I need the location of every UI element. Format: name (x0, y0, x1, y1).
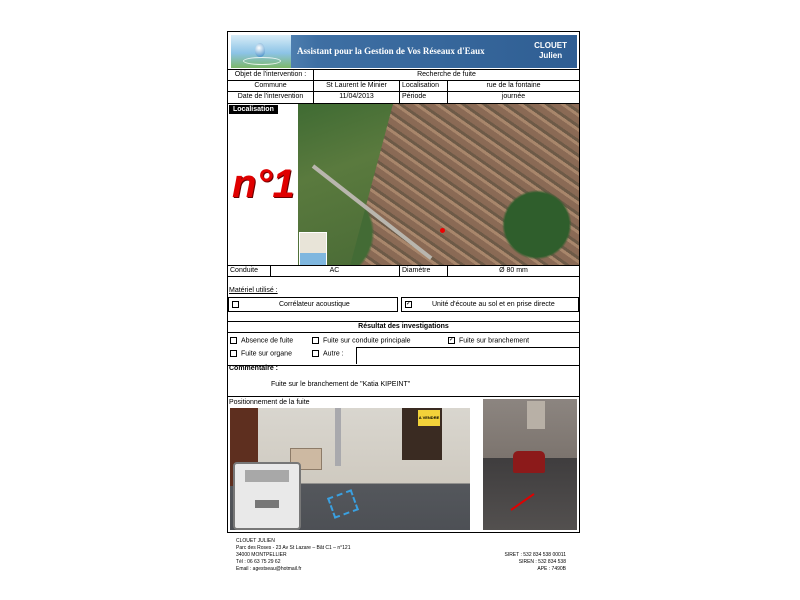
checkbox-fuite-conduite[interactable] (312, 337, 319, 344)
photo-sale-sign: A VENDRE (418, 410, 440, 426)
footer-email: Email : agestseau@hotmail.fr (236, 566, 302, 572)
water-drop-icon (255, 43, 265, 57)
footer-tel: Tél : 06 63 75 29 62 (236, 559, 281, 565)
resultat-title: Résultat des investigations (228, 321, 579, 333)
photo-car (513, 451, 545, 473)
positionnement-title: Positionnement de la fuite (229, 399, 310, 406)
photo-meter-closeup (233, 462, 301, 530)
date-row (228, 91, 579, 103)
localisation-value: rue de la fontaine (447, 81, 579, 91)
materiel-label-1: Corrélateur acoustique (279, 301, 350, 308)
banner-title: Assistant pour la Gestion de Vos Réseaux d'Eaux (297, 46, 485, 56)
photo-shutter (527, 401, 545, 429)
conduite-row (228, 265, 579, 277)
aerial-map (298, 104, 579, 265)
checkbox-autre[interactable] (312, 350, 319, 357)
diametre-label: Diamètre (399, 266, 447, 276)
footer-siren: SIREN : 532 834 538 (518, 559, 566, 565)
map-inset-thumbnail (299, 232, 327, 265)
resultat-options (228, 332, 579, 366)
leak-marker-icon (440, 228, 445, 233)
footer-left (236, 538, 350, 573)
option-label: Fuite sur conduite principale (323, 337, 411, 345)
objet-label: Objet de l'intervention : (234, 71, 307, 78)
option-fuite-organe[interactable] (230, 350, 292, 357)
intervention-report (227, 31, 580, 533)
option-label: Absence de fuite (241, 337, 294, 345)
materiel-option-2 (401, 297, 579, 312)
brand-name (534, 41, 567, 61)
objet-value: Recherche de fuite (313, 70, 579, 80)
photo-meter-box (230, 408, 470, 530)
paint-mark-icon (327, 489, 359, 519)
footer-name: CLOUET JULIEN (236, 538, 275, 544)
footer-city: 34000 MONTPELLIER (236, 552, 287, 558)
date-value: 11/04/2013 (313, 92, 399, 103)
map-inset-sea (300, 253, 326, 265)
localisation-block (228, 103, 579, 266)
localisation-tag: Localisation (229, 105, 278, 114)
ripple-icon (243, 57, 281, 65)
water-drop-logo (231, 35, 291, 68)
objet-row (228, 69, 579, 80)
brand-line-1: CLOUET (534, 41, 567, 50)
checkbox-correlateur[interactable] (232, 301, 239, 308)
checkbox-unite-ecoute[interactable]: ✓ (406, 301, 412, 307)
footer-siret: SIRET : 532 834 538 00011 (504, 552, 566, 558)
option-autre[interactable] (312, 350, 344, 357)
localisation-label: Localisation (399, 81, 447, 91)
option-label: Fuite sur branchement (459, 337, 530, 345)
materiel-option-1 (228, 297, 398, 312)
materiel-title: Matériel utilisé : (229, 287, 278, 294)
footer-address: Parc des Roses - 23 Av St Lazare – Bât C1 – n°121 (236, 545, 351, 551)
commentaire-text: Fuite sur le branchement de "Katia KIPEINT" (271, 381, 411, 388)
report-banner (231, 35, 577, 68)
leak-number: n°1 (232, 162, 295, 206)
meter-slot (255, 500, 279, 508)
commentaire-title: Commentaire : (229, 365, 279, 372)
commune-row (228, 80, 579, 91)
brand-line-2: Julien (538, 51, 563, 60)
option-fuite-conduite[interactable] (312, 337, 411, 344)
conduite-value: AC (270, 266, 398, 276)
periode-value: journée (447, 92, 579, 103)
diametre-value: Ø 80 mm (447, 266, 579, 276)
footer-right (498, 552, 566, 573)
commune-value: St Laurent le Minier (313, 81, 399, 91)
photo-drainpipe (335, 408, 341, 466)
option-label: Autre : (323, 350, 344, 358)
section-divider (228, 396, 579, 397)
option-absence-fuite[interactable] (230, 337, 293, 344)
conduite-label: Conduite (230, 267, 259, 274)
red-arrow-icon (510, 493, 534, 511)
autre-field[interactable] (356, 347, 580, 364)
date-label: Date de l'intervention (237, 93, 304, 100)
option-label: Fuite sur organe (241, 350, 292, 358)
footer-ape: APE : 7490B (537, 566, 566, 572)
periode-label: Période (399, 92, 447, 103)
checkbox-fuite-branchement[interactable]: ✓ (449, 337, 455, 343)
meter-dial (245, 470, 289, 482)
checkbox-absence-fuite[interactable] (230, 337, 237, 344)
option-fuite-branchement[interactable] (448, 337, 529, 344)
photo-alley (483, 399, 577, 530)
materiel-label-2: Unité d'écoute au sol et en prise directe (432, 301, 555, 308)
commune-label: Commune (254, 82, 287, 89)
checkbox-fuite-organe[interactable] (230, 350, 237, 357)
